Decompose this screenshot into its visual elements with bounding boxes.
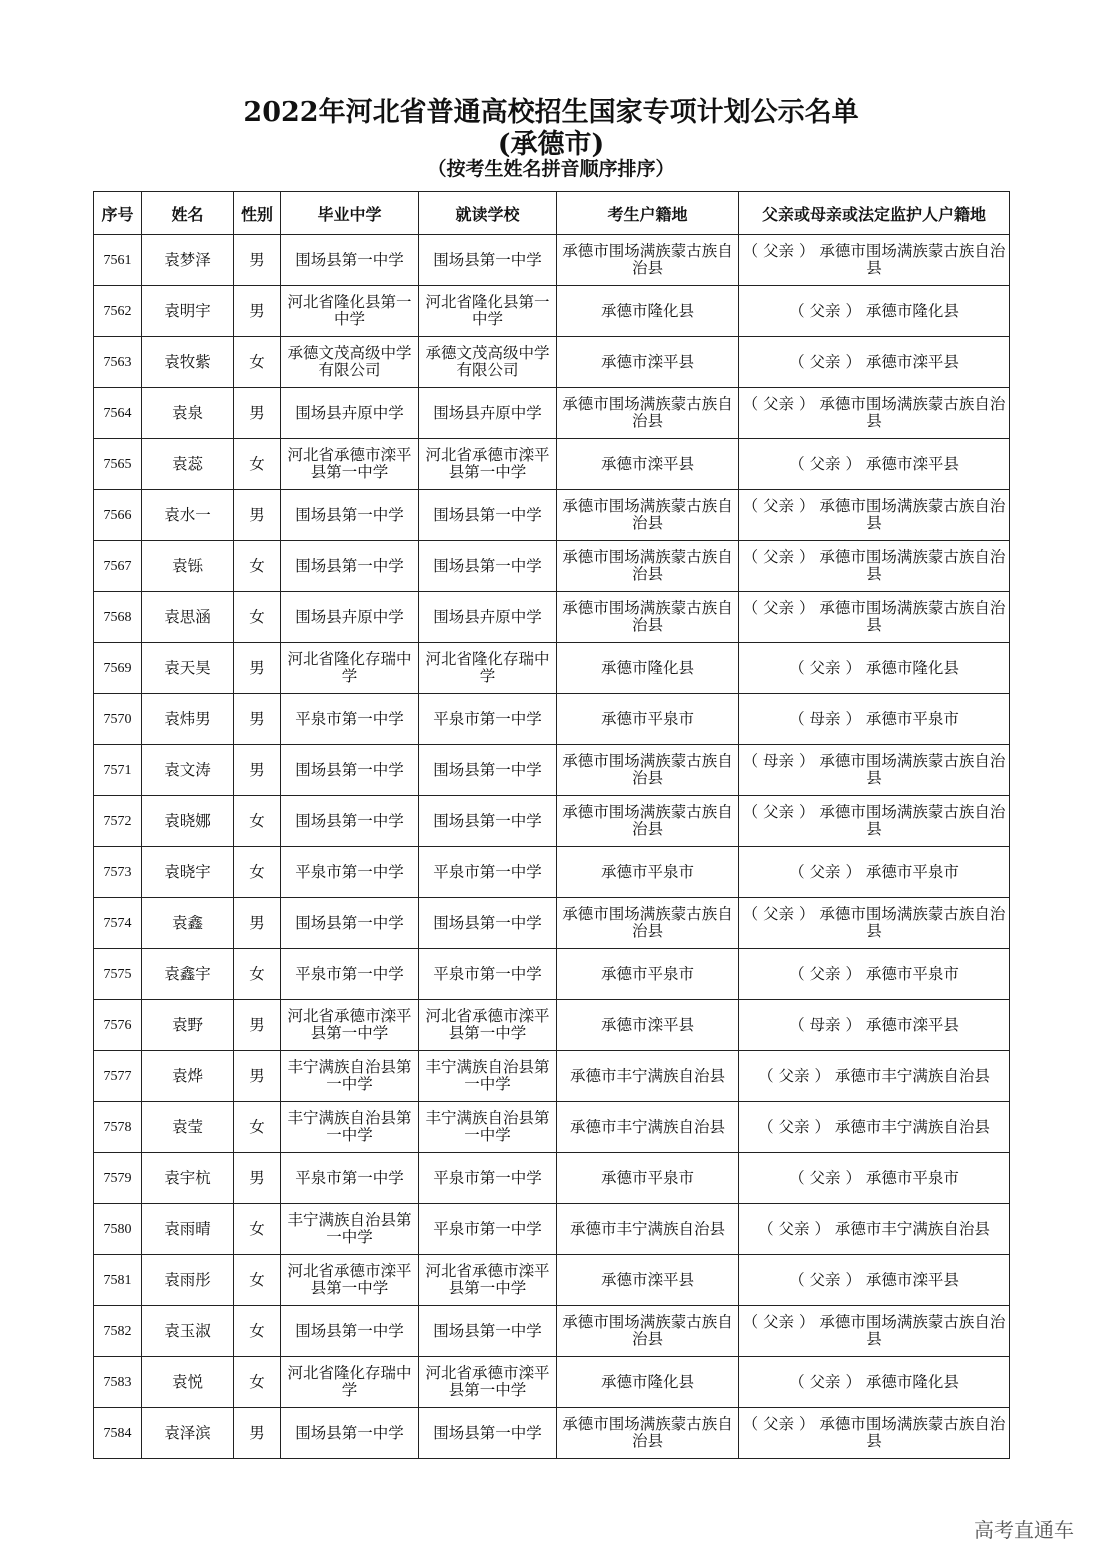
cell-graduated-school: 河北省隆化存瑞中学 xyxy=(281,643,419,694)
cell-gender: 女 xyxy=(234,337,281,388)
cell-gender: 男 xyxy=(234,1051,281,1102)
document-sort-note: （按考生姓名拼音顺序排序） xyxy=(427,158,675,180)
cell-name: 袁炜男 xyxy=(142,694,234,745)
cell-seq: 7561 xyxy=(94,235,142,286)
cell-seq: 7567 xyxy=(94,541,142,592)
cell-current-school: 河北省承德市滦平县第一中学 xyxy=(419,1255,557,1306)
header-graduated-school: 毕业中学 xyxy=(281,192,419,235)
cell-household-registration: 承德市围场满族蒙古族自治县 xyxy=(557,796,739,847)
cell-gender: 男 xyxy=(234,694,281,745)
cell-household-registration: 承德市滦平县 xyxy=(557,337,739,388)
cell-gender: 女 xyxy=(234,1255,281,1306)
cell-current-school: 围场县第一中学 xyxy=(419,745,557,796)
cell-guardian-registration: （ 母亲 ） 承德市围场满族蒙古族自治县 xyxy=(739,745,1010,796)
cell-guardian-registration: （ 父亲 ） 承德市围场满族蒙古族自治县 xyxy=(739,490,1010,541)
cell-name: 袁莹 xyxy=(142,1102,234,1153)
cell-guardian-registration: （ 父亲 ） 承德市丰宁满族自治县 xyxy=(739,1051,1010,1102)
cell-current-school: 河北省承德市滦平县第一中学 xyxy=(419,1357,557,1408)
cell-seq: 7578 xyxy=(94,1102,142,1153)
cell-graduated-school: 丰宁满族自治县第一中学 xyxy=(281,1102,419,1153)
cell-household-registration: 承德市围场满族蒙古族自治县 xyxy=(557,541,739,592)
cell-gender: 女 xyxy=(234,592,281,643)
cell-guardian-registration: （ 父亲 ） 承德市围场满族蒙古族自治县 xyxy=(739,1408,1010,1459)
cell-seq: 7572 xyxy=(94,796,142,847)
cell-name: 袁烨 xyxy=(142,1051,234,1102)
cell-current-school: 围场县第一中学 xyxy=(419,490,557,541)
cell-name: 袁泉 xyxy=(142,388,234,439)
cell-graduated-school: 围场县第一中学 xyxy=(281,745,419,796)
cell-graduated-school: 围场县第一中学 xyxy=(281,541,419,592)
cell-graduated-school: 河北省承德市滦平县第一中学 xyxy=(281,439,419,490)
table-row xyxy=(94,796,1010,847)
table-row xyxy=(94,643,1010,694)
cell-guardian-registration: （ 父亲 ） 承德市隆化县 xyxy=(739,1357,1010,1408)
table-row xyxy=(94,847,1010,898)
table-row xyxy=(94,1102,1010,1153)
cell-name: 袁鑫 xyxy=(142,898,234,949)
cell-gender: 女 xyxy=(234,949,281,1000)
cell-name: 袁蕊 xyxy=(142,439,234,490)
cell-graduated-school: 承德文茂高级中学有限公司 xyxy=(281,337,419,388)
cell-name: 袁铄 xyxy=(142,541,234,592)
cell-name: 袁雨彤 xyxy=(142,1255,234,1306)
cell-seq: 7582 xyxy=(94,1306,142,1357)
cell-current-school: 围场县第一中学 xyxy=(419,1408,557,1459)
cell-seq: 7577 xyxy=(94,1051,142,1102)
cell-seq: 7579 xyxy=(94,1153,142,1204)
cell-guardian-registration: （ 父亲 ） 承德市围场满族蒙古族自治县 xyxy=(739,796,1010,847)
cell-guardian-registration: （ 父亲 ） 承德市隆化县 xyxy=(739,286,1010,337)
cell-current-school: 围场县第一中学 xyxy=(419,1306,557,1357)
cell-current-school: 河北省隆化存瑞中学 xyxy=(419,643,557,694)
cell-current-school: 围场县第一中学 xyxy=(419,235,557,286)
cell-current-school: 平泉市第一中学 xyxy=(419,1204,557,1255)
table-row xyxy=(94,490,1010,541)
cell-household-registration: 承德市围场满族蒙古族自治县 xyxy=(557,745,739,796)
cell-guardian-registration: （ 父亲 ） 承德市平泉市 xyxy=(739,1153,1010,1204)
cell-guardian-registration: （ 父亲 ） 承德市围场满族蒙古族自治县 xyxy=(739,388,1010,439)
cell-graduated-school: 平泉市第一中学 xyxy=(281,694,419,745)
cell-household-registration: 承德市平泉市 xyxy=(557,847,739,898)
cell-name: 袁野 xyxy=(142,1000,234,1051)
cell-household-registration: 承德市隆化县 xyxy=(557,1357,739,1408)
cell-gender: 女 xyxy=(234,1102,281,1153)
cell-household-registration: 承德市滦平县 xyxy=(557,1255,739,1306)
cell-guardian-registration: （ 父亲 ） 承德市丰宁满族自治县 xyxy=(739,1102,1010,1153)
cell-gender: 女 xyxy=(234,439,281,490)
cell-graduated-school: 河北省隆化县第一中学 xyxy=(281,286,419,337)
cell-name: 袁思涵 xyxy=(142,592,234,643)
header-gender: 性别 xyxy=(234,192,281,235)
cell-guardian-registration: （ 父亲 ） 承德市围场满族蒙古族自治县 xyxy=(739,1306,1010,1357)
cell-gender: 男 xyxy=(234,643,281,694)
cell-seq: 7580 xyxy=(94,1204,142,1255)
cell-gender: 男 xyxy=(234,286,281,337)
cell-seq: 7583 xyxy=(94,1357,142,1408)
cell-gender: 男 xyxy=(234,235,281,286)
cell-household-registration: 承德市丰宁满族自治县 xyxy=(557,1204,739,1255)
cell-gender: 男 xyxy=(234,1408,281,1459)
cell-household-registration: 承德市围场满族蒙古族自治县 xyxy=(557,898,739,949)
table-row xyxy=(94,745,1010,796)
cell-current-school: 河北省承德市滦平县第一中学 xyxy=(419,439,557,490)
cell-name: 袁梦泽 xyxy=(142,235,234,286)
cell-seq: 7562 xyxy=(94,286,142,337)
cell-guardian-registration: （ 父亲 ） 承德市平泉市 xyxy=(739,847,1010,898)
cell-graduated-school: 河北省承德市滦平县第一中学 xyxy=(281,1255,419,1306)
cell-guardian-registration: （ 母亲 ） 承德市滦平县 xyxy=(739,1000,1010,1051)
cell-guardian-registration: （ 父亲 ） 承德市围场满族蒙古族自治县 xyxy=(739,235,1010,286)
cell-graduated-school: 围场县卉原中学 xyxy=(281,592,419,643)
header-name: 姓名 xyxy=(142,192,234,235)
cell-gender: 女 xyxy=(234,1357,281,1408)
cell-graduated-school: 围场县第一中学 xyxy=(281,490,419,541)
cell-name: 袁玉淑 xyxy=(142,1306,234,1357)
table-row xyxy=(94,694,1010,745)
cell-name: 袁文涛 xyxy=(142,745,234,796)
table-row xyxy=(94,388,1010,439)
cell-current-school: 围场县第一中学 xyxy=(419,541,557,592)
cell-graduated-school: 围场县第一中学 xyxy=(281,1408,419,1459)
cell-household-registration: 承德市滦平县 xyxy=(557,439,739,490)
cell-graduated-school: 丰宁满族自治县第一中学 xyxy=(281,1051,419,1102)
table-row xyxy=(94,1306,1010,1357)
cell-household-registration: 承德市隆化县 xyxy=(557,643,739,694)
cell-household-registration: 承德市平泉市 xyxy=(557,949,739,1000)
cell-name: 袁泽滨 xyxy=(142,1408,234,1459)
table-row xyxy=(94,1204,1010,1255)
cell-gender: 男 xyxy=(234,490,281,541)
cell-seq: 7575 xyxy=(94,949,142,1000)
cell-seq: 7564 xyxy=(94,388,142,439)
table-row xyxy=(94,1000,1010,1051)
cell-graduated-school: 围场县第一中学 xyxy=(281,898,419,949)
table-row xyxy=(94,898,1010,949)
cell-household-registration: 承德市平泉市 xyxy=(557,1153,739,1204)
cell-name: 袁晓娜 xyxy=(142,796,234,847)
cell-household-registration: 承德市围场满族蒙古族自治县 xyxy=(557,592,739,643)
cell-current-school: 承德文茂高级中学有限公司 xyxy=(419,337,557,388)
cell-current-school: 围场县卉原中学 xyxy=(419,592,557,643)
cell-current-school: 平泉市第一中学 xyxy=(419,847,557,898)
cell-name: 袁雨晴 xyxy=(142,1204,234,1255)
cell-current-school: 河北省隆化县第一中学 xyxy=(419,286,557,337)
cell-gender: 男 xyxy=(234,1000,281,1051)
cell-guardian-registration: （ 父亲 ） 承德市平泉市 xyxy=(739,949,1010,1000)
cell-guardian-registration: （ 父亲 ） 承德市围场满族蒙古族自治县 xyxy=(739,592,1010,643)
table-row xyxy=(94,1051,1010,1102)
table-row xyxy=(94,1408,1010,1459)
cell-household-registration: 承德市滦平县 xyxy=(557,1000,739,1051)
cell-gender: 男 xyxy=(234,388,281,439)
cell-current-school: 围场县卉原中学 xyxy=(419,388,557,439)
cell-seq: 7571 xyxy=(94,745,142,796)
cell-graduated-school: 河北省隆化存瑞中学 xyxy=(281,1357,419,1408)
cell-guardian-registration: （ 父亲 ） 承德市隆化县 xyxy=(739,643,1010,694)
table-row xyxy=(94,1357,1010,1408)
table-row xyxy=(94,949,1010,1000)
cell-seq: 7563 xyxy=(94,337,142,388)
cell-gender: 女 xyxy=(234,796,281,847)
cell-household-registration: 承德市丰宁满族自治县 xyxy=(557,1051,739,1102)
cell-gender: 女 xyxy=(234,1204,281,1255)
cell-guardian-registration: （ 父亲 ） 承德市围场满族蒙古族自治县 xyxy=(739,541,1010,592)
cell-seq: 7574 xyxy=(94,898,142,949)
cell-current-school: 围场县第一中学 xyxy=(419,898,557,949)
cell-name: 袁天昊 xyxy=(142,643,234,694)
cell-seq: 7584 xyxy=(94,1408,142,1459)
cell-guardian-registration: （ 父亲 ） 承德市滦平县 xyxy=(739,1255,1010,1306)
header-seq: 序号 xyxy=(94,192,142,235)
cell-graduated-school: 平泉市第一中学 xyxy=(281,949,419,1000)
cell-guardian-registration: （ 母亲 ） 承德市平泉市 xyxy=(739,694,1010,745)
header-household-registration: 考生户籍地 xyxy=(557,192,739,235)
cell-current-school: 围场县第一中学 xyxy=(419,796,557,847)
cell-current-school: 丰宁满族自治县第一中学 xyxy=(419,1102,557,1153)
cell-graduated-school: 平泉市第一中学 xyxy=(281,1153,419,1204)
cell-gender: 女 xyxy=(234,847,281,898)
cell-seq: 7569 xyxy=(94,643,142,694)
watermark: 高考直通车 xyxy=(974,1518,1074,1542)
table-row xyxy=(94,337,1010,388)
cell-household-registration: 承德市围场满族蒙古族自治县 xyxy=(557,235,739,286)
cell-seq: 7581 xyxy=(94,1255,142,1306)
cell-guardian-registration: （ 父亲 ） 承德市围场满族蒙古族自治县 xyxy=(739,898,1010,949)
cell-name: 袁悦 xyxy=(142,1357,234,1408)
table-row xyxy=(94,286,1010,337)
cell-household-registration: 承德市围场满族蒙古族自治县 xyxy=(557,490,739,541)
cell-household-registration: 承德市平泉市 xyxy=(557,694,739,745)
roster-table xyxy=(93,191,1010,1459)
table-row xyxy=(94,592,1010,643)
cell-current-school: 平泉市第一中学 xyxy=(419,1153,557,1204)
table-header-row xyxy=(94,192,1010,235)
cell-graduated-school: 平泉市第一中学 xyxy=(281,847,419,898)
cell-graduated-school: 围场县卉原中学 xyxy=(281,388,419,439)
cell-guardian-registration: （ 父亲 ） 承德市滦平县 xyxy=(739,337,1010,388)
cell-household-registration: 承德市丰宁满族自治县 xyxy=(557,1102,739,1153)
header-guardian-registration: 父亲或母亲或法定监护人户籍地 xyxy=(739,192,1010,235)
cell-household-registration: 承德市围场满族蒙古族自治县 xyxy=(557,388,739,439)
table-row xyxy=(94,235,1010,286)
document-subtitle-city: (承德市) xyxy=(497,129,605,160)
table-row xyxy=(94,439,1010,490)
cell-guardian-registration: （ 父亲 ） 承德市滦平县 xyxy=(739,439,1010,490)
cell-name: 袁牧紫 xyxy=(142,337,234,388)
cell-graduated-school: 丰宁满族自治县第一中学 xyxy=(281,1204,419,1255)
cell-graduated-school: 围场县第一中学 xyxy=(281,1306,419,1357)
table-row xyxy=(94,1255,1010,1306)
cell-current-school: 丰宁满族自治县第一中学 xyxy=(419,1051,557,1102)
header-current-school: 就读学校 xyxy=(419,192,557,235)
document-title: 2022年河北省普通高校招生国家专项计划公示名单 xyxy=(243,97,859,128)
cell-name: 袁水一 xyxy=(142,490,234,541)
cell-seq: 7566 xyxy=(94,490,142,541)
cell-household-registration: 承德市围场满族蒙古族自治县 xyxy=(557,1306,739,1357)
cell-name: 袁明宇 xyxy=(142,286,234,337)
cell-seq: 7576 xyxy=(94,1000,142,1051)
cell-household-registration: 承德市隆化县 xyxy=(557,286,739,337)
cell-guardian-registration: （ 父亲 ） 承德市丰宁满族自治县 xyxy=(739,1204,1010,1255)
cell-seq: 7573 xyxy=(94,847,142,898)
table-body xyxy=(94,235,1010,1459)
cell-current-school: 平泉市第一中学 xyxy=(419,949,557,1000)
table-row xyxy=(94,1153,1010,1204)
cell-current-school: 平泉市第一中学 xyxy=(419,694,557,745)
cell-graduated-school: 河北省承德市滦平县第一中学 xyxy=(281,1000,419,1051)
cell-name: 袁宇杭 xyxy=(142,1153,234,1204)
cell-seq: 7570 xyxy=(94,694,142,745)
cell-name: 袁晓宇 xyxy=(142,847,234,898)
cell-gender: 男 xyxy=(234,745,281,796)
cell-current-school: 河北省承德市滦平县第一中学 xyxy=(419,1000,557,1051)
cell-seq: 7565 xyxy=(94,439,142,490)
cell-name: 袁鑫宇 xyxy=(142,949,234,1000)
cell-graduated-school: 围场县第一中学 xyxy=(281,796,419,847)
cell-graduated-school: 围场县第一中学 xyxy=(281,235,419,286)
cell-household-registration: 承德市围场满族蒙古族自治县 xyxy=(557,1408,739,1459)
cell-gender: 男 xyxy=(234,1153,281,1204)
cell-gender: 女 xyxy=(234,541,281,592)
cell-gender: 男 xyxy=(234,898,281,949)
cell-seq: 7568 xyxy=(94,592,142,643)
cell-gender: 女 xyxy=(234,1306,281,1357)
table-row xyxy=(94,541,1010,592)
